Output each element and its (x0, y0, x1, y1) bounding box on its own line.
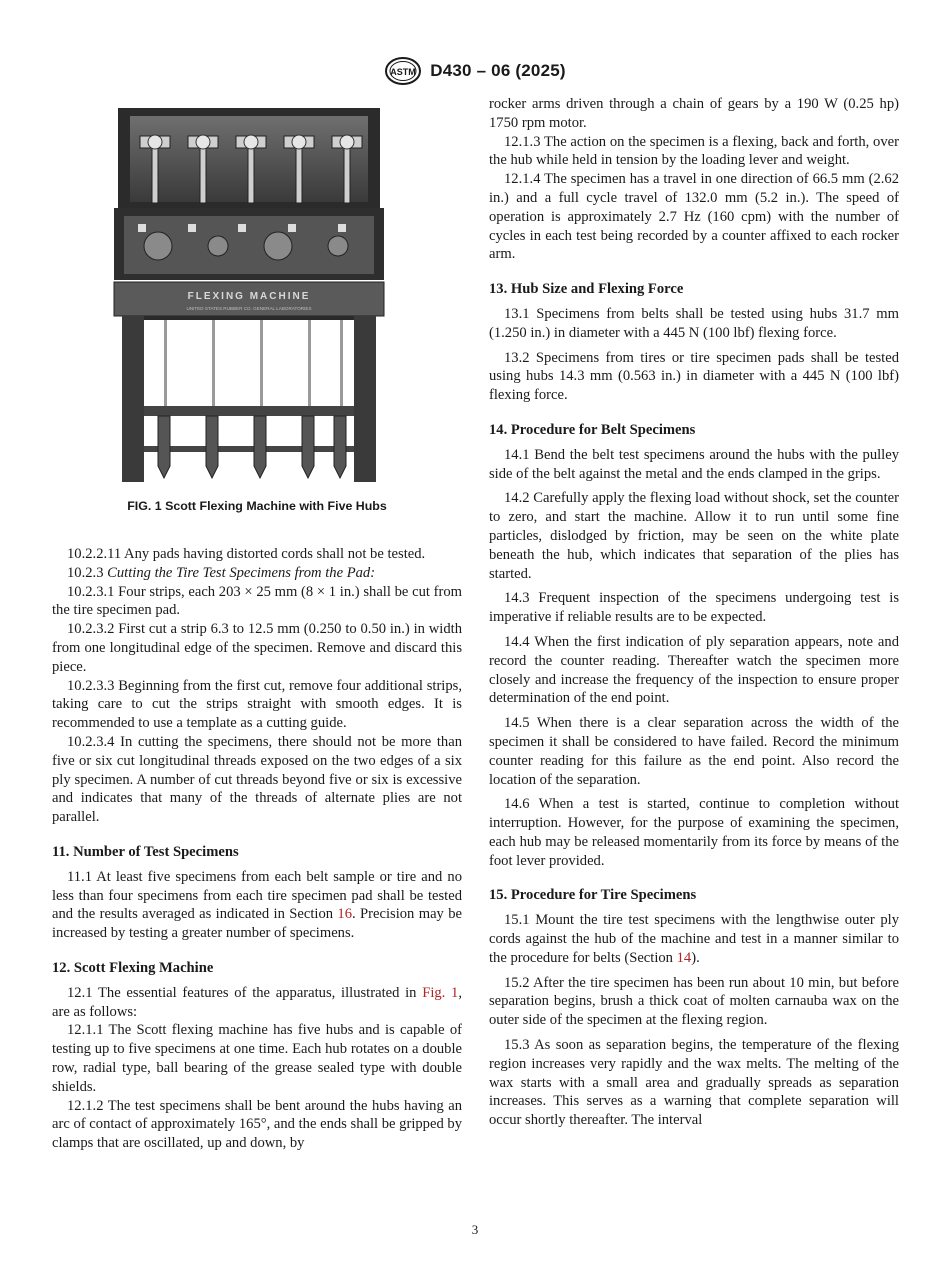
link-fig-1[interactable]: Fig. 1 (422, 984, 459, 1001)
heading-section-14: 14. Procedure for Belt Specimens (489, 421, 696, 438)
paragraph-10-2-3-2: 10.2.3.2 First cut a strip 6.3 to 12.5 mm (0.250 to 0.50 in.) in width from one longitudinal edge of the specimen. Remove and discard this piece. (52, 621, 462, 675)
machine-plate-sub: UNITED STATES RUBBER CO. GENERAL LABORATORIES (186, 306, 312, 311)
paragraph-14-4: 14.4 When the first indication of ply separation appears, note and record the counter reading. Thereafter watch the specimen more closely and increase the frequency of the inspection to ensure proper determination of the end point. (489, 633, 899, 707)
section-number: 10.2.3 (67, 564, 104, 581)
heading-section-13: 13. Hub Size and Flexing Force (489, 281, 684, 298)
paragraph-15-1: 15.1 Mount the tire test specimens with the lengthwise outer ply cords against the hub of the machine and test in a manner similar to the procedure for belts (Section 14). (489, 912, 899, 966)
astm-logo-text: ASTM (390, 67, 416, 77)
paragraph-11-1: 11.1 At least five specimens from each belt sample or tire and no less than four specimens from each tire specimen pad shall be tested and the results averaged as indicated in Section 16. Precision may be increased by testing a greater number of specimens. (52, 868, 462, 942)
paragraph-12-1-4: 12.1.4 The specimen has a travel in one direction of 66.5 mm (2.62 in.) and a full cycle travel of 132.0 mm (5.2 in.). The speed of operation is approximately 2.7 Hz (160 cpm) with the number of cycles in each test being recorded by a counter affixed to each rocker arm. (489, 171, 899, 263)
left-column (52, 545, 462, 1153)
paragraph-14-2: 14.2 Carefully apply the flexing load without shock, set the counter to zero, and start the machine. Allow it to run until some fine particles, dislodged by friction, may be seen on the white plate beneath the hub, which indicates that separation of the plies has started. (489, 490, 899, 582)
right-column (489, 95, 899, 1130)
paragraph-12-1-2: 12.1.2 The test specimens shall be bent around the hubs having an arc of contact of approximately 165°, and the ends shall be gripped by clamps that are oscillated, up and down, by (52, 1097, 462, 1152)
paragraph-12-1: 12.1 The essential features of the apparatus, illustrated in Fig. 1, are as follows: (52, 984, 462, 1020)
heading-section-12: 12. Scott Flexing Machine (52, 959, 214, 976)
figure-caption: FIG. 1 Scott Flexing Machine with Five Hubs (127, 499, 387, 513)
heading-section-11: 11. Number of Test Specimens (52, 843, 239, 860)
paragraph-10-2-3-1: 10.2.3.1 Four strips, each 203 × 25 mm (8 × 1 in.) shall be cut from the tire specimen pad. (52, 583, 462, 619)
paragraph-continued: rocker arms driven through a chain of gears by a 190 W (0.25 hp) 1750 rpm motor. (489, 96, 899, 131)
paragraph-10-2-2-11: 10.2.2.11 Any pads having distorted cords shall not be tested. (67, 546, 426, 562)
link-section-14[interactable]: 14 (676, 949, 692, 966)
paragraph-12-1-1: 12.1.1 The Scott flexing machine has five hubs and is capable of testing up to five specimens at one time. Each hub rotates on a double row, radial type, ball bearing of the grease sealed type with double shields. (52, 1022, 462, 1095)
page-header (0, 56, 950, 91)
section-title-italic: Cutting the Tire Test Specimens from the Pad: (107, 564, 376, 581)
paragraph-14-5: 14.5 When there is a clear separation across the width of the specimen it shall be considered to have failed. Record the minimum counter reading for this failure as the end point. Also record the location of the separation. (489, 715, 899, 788)
paragraph-10-2-3-3: 10.2.3.3 Beginning from the first cut, remove four additional strips, taking care to cut the strips straight with smooth edges. It is recommended to use a template as a cutting guide. (52, 677, 462, 732)
paragraph-12-1-3: 12.1.3 The action on the specimen is a flexing, back and forth, over the hub while held in tension by the loading lever and weight. (489, 133, 899, 169)
machine-plate-label: FLEXING MACHINE (187, 291, 311, 302)
paragraph-14-6: 14.6 When a test is started, continue to completion without interruption. However, for the purpose of examining the specimen, each hub may be released momentarily from its force by means of the foot lever provided. (489, 796, 899, 869)
link-section-16[interactable]: 16 (337, 906, 353, 923)
document-id: D430 – 06 (2025) (430, 61, 566, 80)
figure-flexing-machine (108, 106, 390, 483)
paragraph-14-1: 14.1 Bend the belt test specimens around the hubs with the pulley side of the belt against the metal and the ends clamped in the grips. (489, 446, 899, 482)
paragraph-13-1: 13.1 Specimens from belts shall be tested using hubs 31.7 mm (1.250 in.) in diameter with a 445 N (100 lbf) flexing force. (489, 305, 899, 341)
paragraph-10-2-3 (52, 564, 462, 583)
paragraph-13-2: 13.2 Specimens from tires or tire specimen pads shall be tested using hubs 14.3 mm (0.563 in.) in diameter with a 445 N (100 lbf) flexing force. (489, 349, 899, 404)
heading-section-15: 15. Procedure for Tire Specimens (489, 887, 697, 904)
paragraph-15-2: 15.2 After the tire specimen has been run about 10 min, but before separation begins, brush a thick coat of molten carnauba wax on the outer side of the specimen at the flexing region. (489, 974, 899, 1029)
paragraph-15-3: 15.3 As soon as separation begins, the temperature of the flexing region increases very rapidly and the wax melts. The melting of the wax starts with a small area and gradually spreads as separation increases. This serves as a warning that complete separation will occur shortly thereafter. The interval (489, 1037, 899, 1129)
paragraph-14-3: 14.3 Frequent inspection of the specimens undergoing test is imperative if reliable results are to be expected. (489, 590, 899, 626)
astm-logo-icon (384, 56, 422, 86)
page-number: 3 (471, 1222, 479, 1237)
paragraph-10-2-3-4: 10.2.3.4 In cutting the specimens, there should not be more than five or six cut longitudinal threads exposed on the two edges of a six ply specimen. A number of cut threads beyond five or six is excessive and indicates that many of the threads of alternate plies are not parallel. (52, 733, 462, 826)
